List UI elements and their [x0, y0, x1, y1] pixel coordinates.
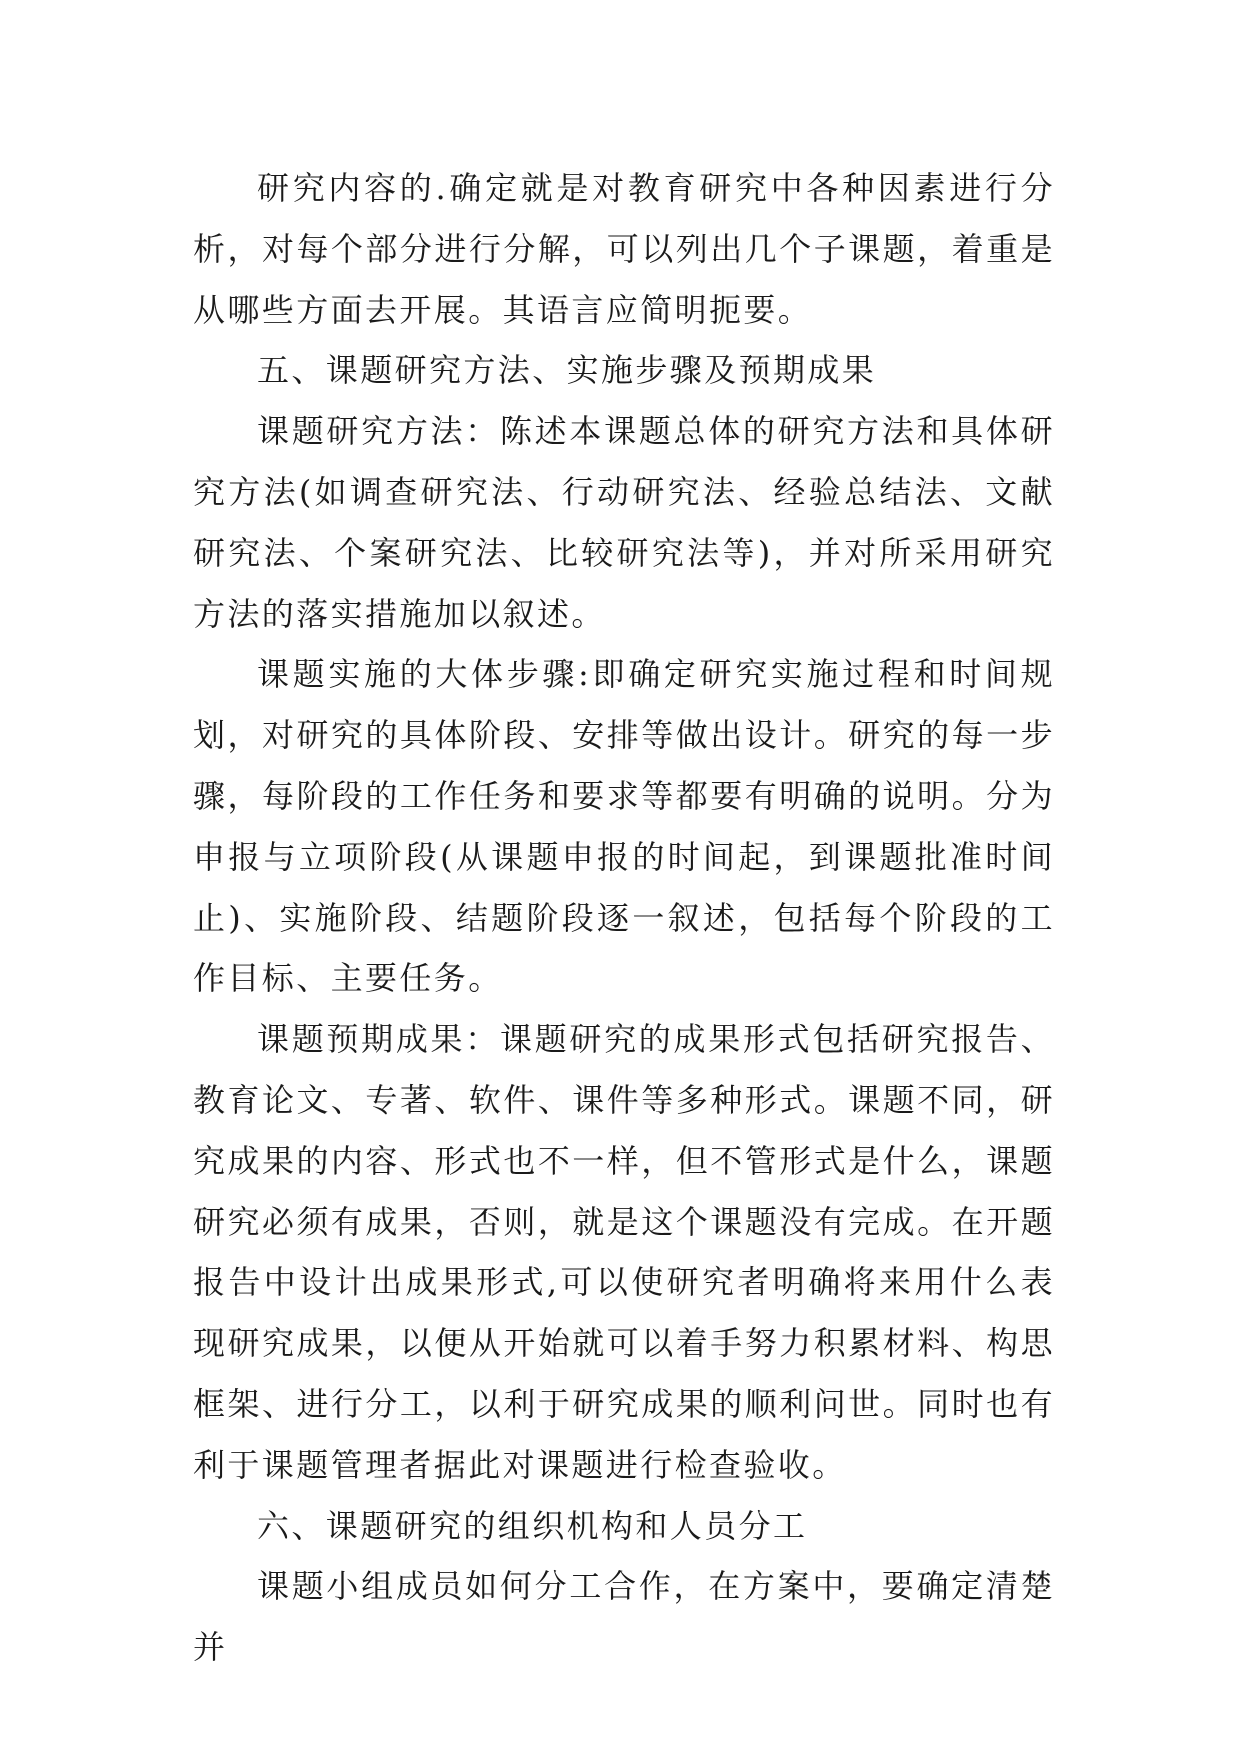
paragraph-research-content: 研究内容的.确定就是对教育研究中各种因素进行分析，对每个部分进行分解，可以列出几个子课题，着重是从哪些方面去开展。其语言应简明扼要。	[193, 169, 1055, 329]
paragraph-team-division: 课题小组成员如何分工合作，在方案中，要确定清楚并	[193, 1567, 1055, 1667]
paragraph-research-methods: 课题研究方法：陈述本课题总体的研究方法和具体研究方法(如调查研究法、行动研究法、经验总结法、文献研究法、个案研究法、比较研究法等)，并对所采用研究方法的落实措施加以叙述。	[193, 412, 1055, 633]
section-heading-six: 六、课题研究的组织机构和人员分工	[257, 1506, 808, 1545]
paragraph-expected-results: 课题预期成果：课题研究的成果形式包括研究报告、教育论文、专著、软件、课件等多种形式。课题不同，研究成果的内容、形式也不一样，但不管形式是什么，课题研究必须有成果，否则，就是这个课题没有完成。在开题报告中设计出成果形式,可以使研究者明确将来用什么表现研究成果，以便从开始就可以着手努力积累材料、构思框架、进行分工，以利于研究成果的顺利问世。同时也有利于课题管理者据此对课题进行检查验收。	[193, 1020, 1055, 1484]
document-body	[193, 158, 1055, 1678]
section-heading-five: 五、课题研究方法、实施步骤及预期成果	[257, 351, 877, 390]
paragraph-implementation-steps: 课题实施的大体步骤:即确定研究实施过程和时间规划，对研究的具体阶段、安排等做出设计。研究的每一步骤，每阶段的工作任务和要求等都要有明确的说明。分为申报与立项阶段(从课题申报的时间起，到课题批准时间止)、实施阶段、结题阶段逐一叙述，包括每个阶段的工作目标、主要任务。	[193, 655, 1055, 998]
